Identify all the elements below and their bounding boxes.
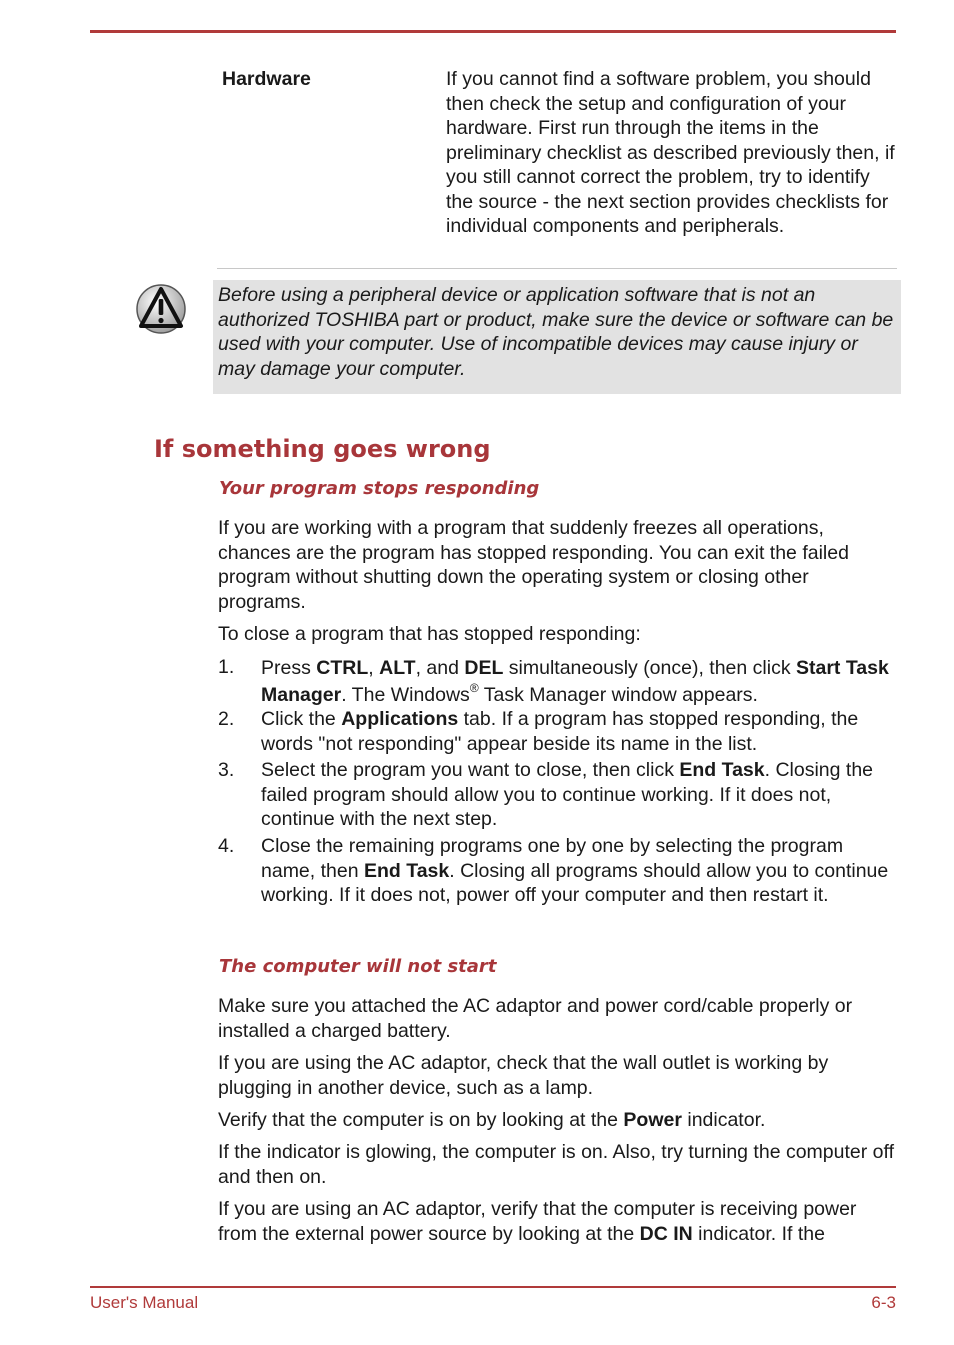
step-2: Click the Applications tab. If a program has stopped responding, the words "not responding" appear beside its name in the list. <box>261 708 859 755</box>
start-paragraph-1: Make sure you attached the AC adaptor and power cord/cable properly or installed a charged battery. <box>218 995 853 1042</box>
subsection-title-program: Your program stops responding <box>219 478 540 499</box>
header-rule <box>90 30 896 33</box>
hardware-description: If you cannot find a software problem, you should then check the setup and configuration of your hardware. First run through the items in the preliminary checklist as described previously then, if you still cannot correct the problem, try to identify the source - the next section provides checklists for individual components and peripherals. <box>446 68 895 237</box>
hardware-label: Hardware <box>222 68 311 90</box>
start-paragraph-4: If the indicator is glowing, the computer is on. Also, try turning the computer off and then on. <box>218 1141 894 1188</box>
step-number: 1. <box>218 656 235 678</box>
start-paragraph-2: If you are using the AC adaptor, check that the wall outlet is working by plugging in another device, such as a lamp. <box>218 1052 829 1099</box>
start-paragraph-3: Verify that the computer is on by looking at the Power indicator. <box>218 1109 766 1131</box>
step-1: Press CTRL, ALT, and DEL simultaneously (once), then click Start Task Manager. The Windows® Task Manager window appears. <box>261 657 889 706</box>
warning-text: Before using a peripheral device or application software that is not an authorized TOSHIBA part or product, make sure the device or software can be used with your computer. Use of incompatible devices may cause injury or may damage your computer. <box>218 284 894 380</box>
program-lead: To close a program that has stopped responding: <box>218 623 641 645</box>
step-3: Select the program you want to close, then click End Task. Closing the failed program should allow you to continue working. If it does not, continue with the next step. <box>261 759 874 830</box>
warning-triangle-icon <box>134 282 188 336</box>
start-paragraph-5: If you are using an AC adaptor, verify that the computer is receiving power from the external power source by looking at the DC IN indicator. If the <box>218 1198 857 1245</box>
step-number: 3. <box>218 759 235 781</box>
step-4: Close the remaining programs one by one by selecting the program name, then End Task. Closing all programs should allow you to continue working. If it does not, power off your computer and then restart it. <box>261 835 889 906</box>
subsection-title-start: The computer will not start <box>219 956 497 977</box>
program-intro: If you are working with a program that suddenly freezes all operations, chances are the program has stopped responding. You can exit the failed program without shutting down the operating system or closing other programs. <box>218 517 849 613</box>
step-number: 2. <box>218 708 235 730</box>
footer-manual-title: User's Manual <box>90 1293 199 1312</box>
section-title: If something goes wrong <box>154 435 491 463</box>
page-number: 6-3 <box>871 1293 896 1312</box>
footer-rule <box>90 1286 896 1288</box>
step-number: 4. <box>218 835 235 857</box>
table-divider <box>217 268 897 269</box>
